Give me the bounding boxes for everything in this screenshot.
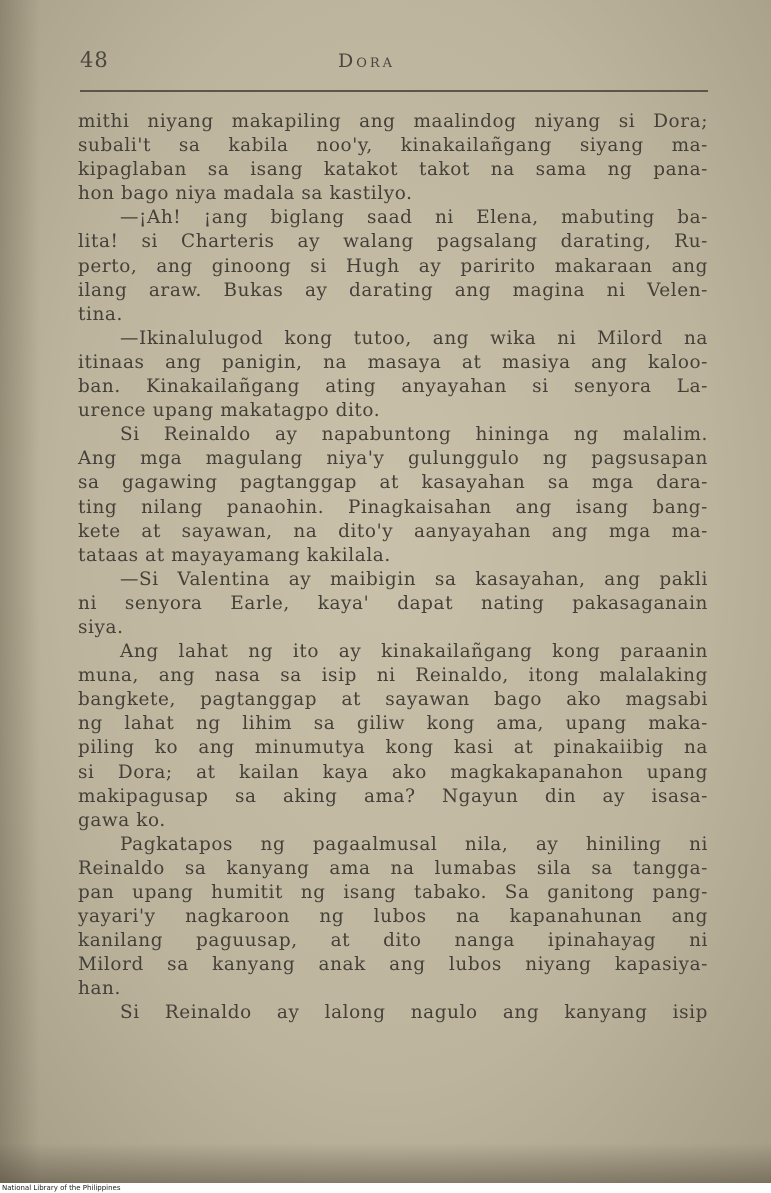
page-number: 48: [80, 48, 109, 72]
text-line: makipagusap sa aking ama? Ngayun din ay isasa-: [78, 785, 708, 807]
text-line: —Ikinalulugod kong tutoo, ang wika ni Milord na: [120, 327, 708, 349]
page-edge-shadow-left: [0, 0, 40, 1183]
text-line: urence upang makatagpo dito.: [78, 400, 381, 422]
text-line: kipaglaban sa isang katakot takot na sama ng pana-: [78, 159, 708, 181]
text-line: ban. Kinakailañgang ating anyayahan si senyora La-: [78, 376, 708, 398]
text-line: Ang mga magulang niya'y gulunggulo ng pagsusapan: [78, 448, 708, 470]
page-edge-shadow-bottom: [0, 1143, 771, 1183]
running-title: Dora: [338, 50, 396, 72]
text-line: Ang lahat ng ito ay kinakailañgang kong paraanin: [120, 641, 708, 663]
text-line: lita! si Charteris ay walang pagsalang darating, Ru-: [78, 231, 708, 253]
text-line: mithi niyang makapiling ang maalindog niyang si Dora;: [78, 111, 708, 132]
text-line: yayari'y nagkaroon ng lubos na kapanahunan ang: [78, 906, 708, 928]
text-line: ng lahat ng lihim sa giliw kong ama, upang maka-: [78, 713, 708, 735]
text-line: perto, ang ginoong si Hugh ay paririto makaraan ang: [78, 255, 708, 277]
text-line: gawa ko.: [78, 809, 166, 831]
text-line: —Si Valentina ay maibigin sa kasayahan, ang pakli: [120, 568, 708, 590]
text-line: siya.: [78, 616, 124, 638]
page-header: [80, 48, 708, 82]
text-line: Si Reinaldo ay lalong nagulo ang kanyang isip: [120, 1002, 708, 1024]
text-line: piling ko ang minumutya kong kasi at pinakaiibig na: [78, 737, 708, 759]
text-line: hon bago niya madala sa kastilyo.: [78, 183, 413, 205]
text-line: subali't sa kabila noo'y, kinakailañgang siyang ma-: [78, 135, 708, 157]
text-line: ting nilang panaohin. Pinagkaisahan ang isang bang-: [78, 496, 708, 518]
text-line: tataas at mayayamang kakilala.: [78, 544, 391, 566]
text-line: Si Reinaldo ay napabuntong hininga ng malalim.: [120, 424, 708, 446]
text-line: tina.: [78, 303, 123, 325]
text-line: muna, ang nasa sa isip ni Reinaldo, itong malalaking: [78, 665, 708, 687]
text-line: Milord sa kanyang anak ang lubos niyang kapasiya-: [78, 954, 708, 976]
text-line: pan upang humitit ng isang tabako. Sa ganitong pang-: [78, 882, 708, 903]
text-line: Pagkatapos ng pagaalmusal nila, ay hiniling ni: [120, 833, 708, 855]
text-line: kete at sayawan, na dito'y aanyayahan ang mga ma-: [78, 520, 708, 542]
text-line: —¡Ah! ¡ang biglang saad ni Elena, mabuting ba-: [120, 207, 708, 229]
footer-credit: National Library of the Philippines: [2, 1183, 125, 1193]
text-line: itinaas ang panigin, na masaya at masiya ang kaloo-: [78, 351, 708, 373]
text-line: si Dora; at kailan kaya ako magkakapanahon upang: [78, 761, 708, 783]
text-line: sa gagawing pagtanggap at kasayahan sa mga dara-: [78, 472, 708, 494]
text-line: Reinaldo sa kanyang ama na lumabas sila sa tangga-: [78, 857, 708, 879]
text-line: kanilang paguusap, at dito nanga ipinahayag ni: [78, 930, 708, 952]
text-line: ilang araw. Bukas ay darating ang magina ni Velen-: [78, 279, 708, 301]
text-line: ni senyora Earle, kaya' dapat nating pakasaganain: [78, 592, 708, 614]
text-line: han.: [78, 978, 121, 1000]
header-rule: [80, 90, 708, 92]
text-line: bangkete, pagtanggap at sayawan bago ako magsabi: [78, 689, 708, 711]
body-text: [78, 110, 708, 1026]
